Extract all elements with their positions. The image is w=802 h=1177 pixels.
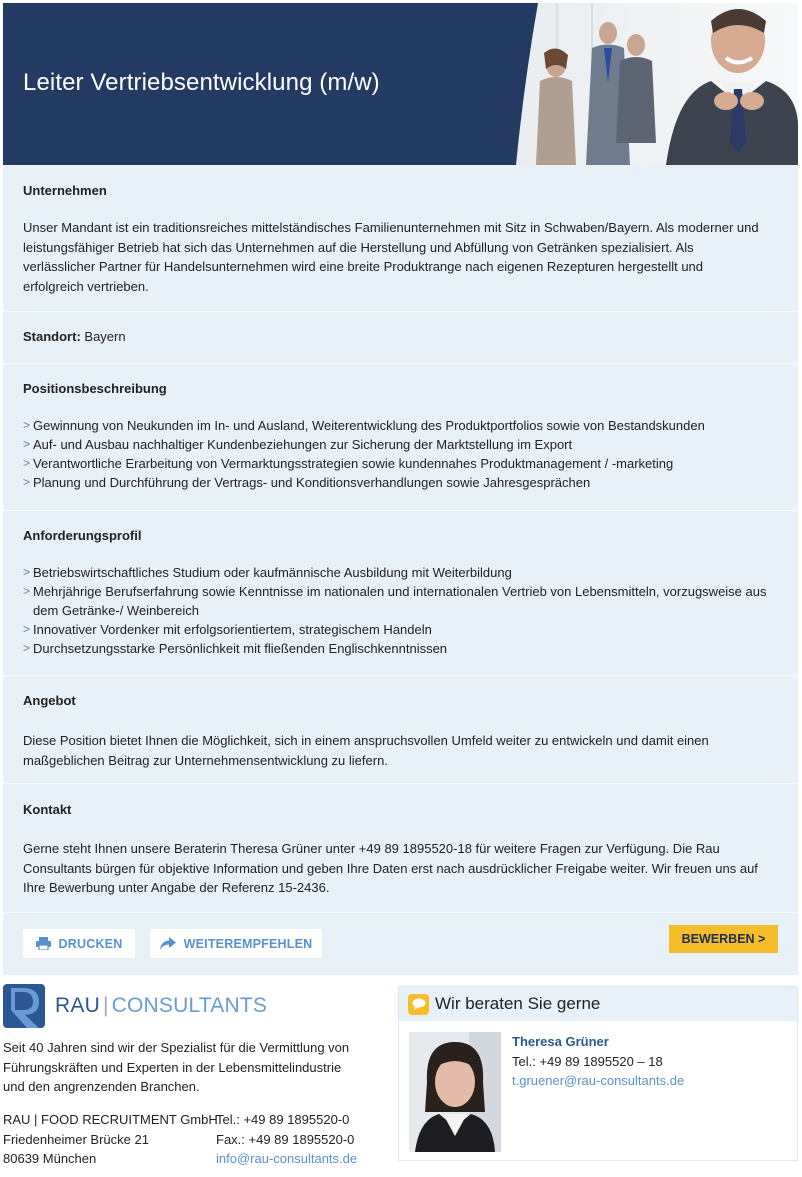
section-heading: Anforderungsprofil — [23, 528, 142, 543]
print-label: DRUCKEN — [58, 936, 123, 951]
company-name: RAU | FOOD RECRUITMENT GmbH — [3, 1112, 218, 1127]
contact-card-title: Wir beraten Sie gerne — [435, 994, 601, 1013]
list-item: > Auf- und Ausbau nachhaltiger Kundenbeziehungen zur Sicherung der Marktstellung im Export — [23, 435, 783, 454]
chat-bubble-icon — [408, 994, 429, 1015]
recommend-button[interactable] — [150, 929, 322, 958]
section-standort — [3, 312, 798, 364]
company-contact — [216, 1110, 357, 1169]
apply-button[interactable]: BEWERBEN > — [669, 925, 778, 953]
standort-value: Bayern — [80, 329, 126, 344]
text-line: Seit 40 Jahren sind wir der Spezialist für die Vermittlung von — [3, 1040, 350, 1055]
text-line: Unser Mandant ist ein traditionsreiches mittelständisches Familienunternehmen mit Sitz in Schwaben/Bayern. Als moderner und — [23, 220, 759, 235]
printer-icon — [36, 937, 51, 950]
print-button[interactable] — [23, 929, 135, 958]
section-heading: Kontakt — [23, 802, 72, 817]
text-line: Ihre Bewerbung unter Angabe der Referenz 15-2436. — [23, 880, 330, 895]
job-details-panel — [3, 165, 798, 975]
position-list — [23, 416, 783, 492]
company-phone: Tel.: +49 89 1895520-0 — [216, 1112, 350, 1127]
standort-label: Standort: — [23, 329, 81, 344]
section-anforderung — [3, 511, 798, 676]
company-about — [3, 1038, 363, 1097]
section-heading: Angebot — [23, 693, 76, 708]
list-item: > Betriebswirtschaftliches Studium oder kaufmännische Ausbildung mit Weiterbildung — [23, 563, 768, 582]
company-city: 80639 München — [3, 1151, 97, 1166]
contact-card-header — [399, 987, 797, 1021]
company-email-link[interactable]: info@rau-consultants.de — [216, 1151, 358, 1166]
company-fax: Fax.: +49 89 1895520-0 — [216, 1131, 355, 1147]
text-line: Diese Position bietet Ihnen die Möglichkeit, sich in einem anspruchsvollen Umfeld weiter zu entwickeln und damit einen — [23, 733, 709, 748]
consultant-phone: Tel.: +49 89 1895520 – 18 — [512, 1054, 663, 1069]
logo-wordmark: RAU | CONSULTANTS — [55, 994, 268, 1017]
company-street: Friedenheimer Brücke 21 — [3, 1131, 149, 1147]
consultant-email-link[interactable]: t.gruener@rau-consultants.de — [512, 1073, 685, 1088]
section-text — [23, 218, 783, 296]
logo-main: RAU — [55, 994, 100, 1017]
text-line: erfolgreich vertrieben. — [23, 278, 149, 294]
section-position — [3, 364, 798, 511]
recommend-label: WEITEREMPFEHLEN — [183, 936, 313, 951]
header-banner — [3, 3, 798, 165]
list-item: > Planung und Durchführung der Vertrags- und Konditionsverhandlungen sowie Jahresgesprächen — [23, 473, 783, 492]
consultant-name: Theresa Grüner — [512, 1034, 609, 1049]
rau-consultants-logo[interactable] — [3, 984, 267, 1028]
section-unternehmen — [3, 165, 798, 312]
logo-sub: CONSULTANTS — [111, 994, 268, 1017]
standort-line — [23, 329, 126, 344]
action-bar — [3, 913, 798, 975]
company-address — [3, 1110, 218, 1169]
section-text — [23, 731, 783, 770]
consultant-portrait — [409, 1032, 501, 1152]
text-line: Consultants bürgen für objektive Information und geben Ihre Daten erst nach ausdrücklicher Freigabe weiter. Wir freuen uns auf — [23, 860, 758, 876]
share-arrow-icon — [160, 937, 176, 950]
section-heading: Positionsbeschreibung — [23, 381, 167, 396]
section-angebot — [3, 676, 798, 784]
text-line: Führungskräften und Experten in der Lebensmittelindustrie — [3, 1059, 342, 1075]
list-item: > Gewinnung von Neukunden im In- und Ausland, Weiterentwicklung des Produktportfolios sowie von Bestandskunden — [23, 416, 783, 435]
text-line: und den angrenzenden Branchen. — [3, 1079, 200, 1094]
list-item: > Durchsetzungsstarke Persönlichkeit mit fließenden Englischkenntnissen — [23, 639, 768, 658]
header-business-photo — [516, 3, 798, 165]
section-kontakt — [3, 784, 798, 913]
text-line: Gerne steht Ihnen unsere Beraterin Theresa Grüner unter +49 89 1895520-18 für weitere Fragen zur Verfügung. Die Rau — [23, 841, 720, 856]
list-item: > Mehrjährige Berufserfahrung sowie Kenntnisse im nationalen und internationalen Vertrieb von Lebensmitteln, vorzugsweise aus dem Getränke-/ Weinbereich — [23, 582, 768, 620]
requirements-list — [23, 563, 768, 658]
page-title: Leiter Vertriebsentwicklung (m/w) — [23, 69, 380, 96]
contact-card — [398, 986, 798, 1161]
text-line: maßgeblichen Beitrag zur Unternehmensentwicklung zu liefern. — [23, 752, 388, 768]
list-item: > Innovativer Vordenker mit erfolgsorientiertem, strategischem Handeln — [23, 620, 768, 639]
section-text — [23, 839, 783, 898]
list-item: > Verantwortliche Erarbeitung von Vermarktungsstrategien sowie kundennahes Produktmanagement / -marketing — [23, 454, 783, 473]
rau-logo-mark-icon — [3, 984, 45, 1028]
text-line: verlässlicher Partner für Handelsunternehmen wird eine breite Produktrange nach eigenen Rezepturen hergestellt und — [23, 259, 704, 274]
section-heading: Unternehmen — [23, 183, 107, 198]
text-line: leistungsfähiger Betrieb hat sich das Unternehmen auf die Herstellung und Abfüllung von Getränken spezialisiert. Als — [23, 239, 694, 255]
